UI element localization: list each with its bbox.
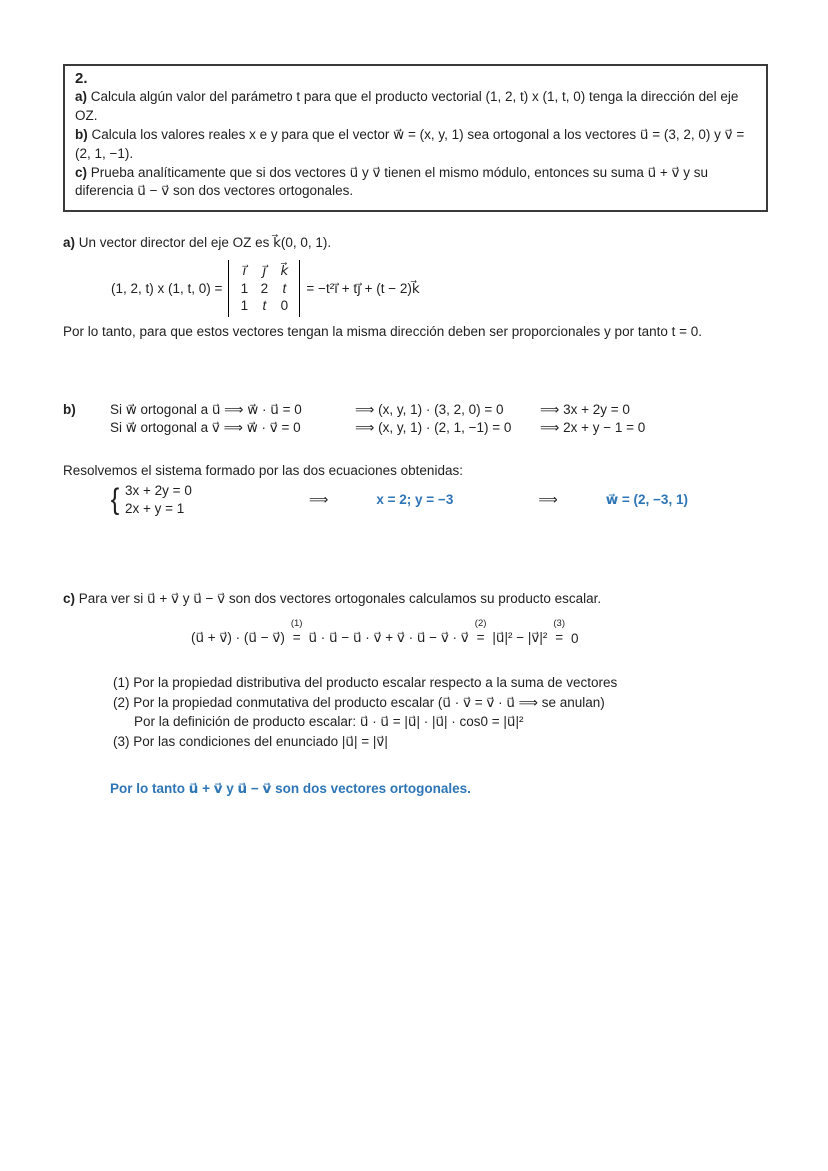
system-equation-1: 3x + 2y = 0 (125, 482, 192, 498)
det-cell: 1 (240, 298, 249, 314)
justification-2: (2) Por la propiedad conmutativa del producto escalar (u⃗ · v⃗ = v⃗ · u⃗ ⟹ se anulan) (113, 694, 605, 710)
cross-product-equation (111, 260, 768, 317)
system-equation-2: 2x + y = 1 (125, 500, 185, 516)
solution-a-intro (63, 234, 768, 253)
problem-part-b-text: Calcula los valores reales x e y para que el vector w⃗ = (x, y, 1) sea ortogonal a los vectores u⃗ = (3, 2, 0) y v⃗ = (2, 1, −1). (75, 126, 745, 161)
solution-c-section (63, 590, 768, 798)
det-cell: t (282, 280, 287, 296)
equals-step-1 (291, 619, 303, 646)
empty-cell (63, 420, 110, 436)
determinant-matrix (228, 260, 300, 317)
problem-part-a (75, 88, 756, 126)
expanded-products: u⃗ · u⃗ − u⃗ · v⃗ + v⃗ · u⃗ − v⃗ · v⃗ (308, 630, 469, 645)
condition-v-expanded: ⟹ (x, y, 1) · (2, 1, −1) = 0 (355, 419, 512, 435)
det-cell: 2 (260, 280, 269, 296)
problem-part-c-text: Prueba analíticamente que si dos vectores u⃗ y v⃗ tienen el mismo módulo, entonces su suma u⃗ + v⃗ y su diferencia u⃗ − v⃗ son dos vectores ortogonales. (75, 164, 709, 199)
problem-part-b-label: b) (75, 126, 88, 142)
equation-result: 0 (571, 631, 579, 646)
equals-step-3 (553, 619, 565, 646)
scalar-product-lhs: (u⃗ + v⃗) · (u⃗ − v⃗) (191, 630, 285, 645)
step-label-3: (3) (553, 617, 565, 629)
det-cell: 1 (240, 280, 249, 296)
condition-u-expanded: ⟹ (x, y, 1) · (3, 2, 0) = 0 (355, 401, 504, 417)
cross-product-lhs: (1, 2, t) x (1, t, 0) = (111, 281, 223, 297)
justification-2b: Por la definición de producto escalar: u⃗ · u⃗ = |u⃗| · |u⃗| · cos0 = |u⃗|² (134, 714, 524, 730)
step-label-2: (2) (474, 617, 487, 629)
step-label-1: (1) (290, 617, 303, 629)
det-cell: i⃗ (242, 263, 247, 279)
solution-c-intro-text: Para ver si u⃗ + v⃗ y u⃗ − v⃗ son dos vectores ortogonales calculamos su producto escalar. (75, 591, 602, 607)
problem-part-c (75, 164, 756, 202)
condition-u: Si w⃗ ortogonal a u⃗ ⟹ w⃗ · u⃗ = 0 (110, 401, 302, 417)
justification-3: (3) Por las condiciones del enunciado |u⃗| = |v⃗| (113, 733, 388, 749)
equals-sign: = (476, 630, 485, 646)
system-brace: { (110, 482, 120, 516)
solution-c-conclusion: Por lo tanto u⃗ + v⃗ y u⃗ − v⃗ son dos vectores ortogonales. (110, 780, 471, 796)
solution-c-intro (63, 590, 768, 609)
solution-c-label: c) (63, 591, 76, 607)
condition-v: Si w⃗ ortogonal a v⃗ ⟹ w⃗ · v⃗ = 0 (110, 419, 301, 435)
solution-a-label: a) (63, 235, 76, 251)
condition-u-equation: ⟹ 3x + 2y = 0 (540, 401, 630, 417)
equals-sign: = (292, 630, 301, 646)
cross-product-result: = −t²i⃗ + tj⃗ + (t − 2)k⃗ (306, 280, 420, 296)
modulus-difference: |u⃗|² − |v⃗|² (492, 630, 548, 645)
problem-part-b (75, 126, 756, 164)
orthogonality-conditions (63, 402, 768, 436)
scalar-product-equation (191, 619, 768, 646)
solution-a-section (63, 234, 768, 341)
implies-arrow: ⟹ (538, 491, 558, 507)
solution-w-vector: w⃗ = (2, −3, 1) (605, 491, 688, 507)
step-justifications (113, 674, 768, 752)
det-cell: 0 (280, 298, 289, 314)
solution-a-conclusion: Por lo tanto, para que estos vectores tengan la misma dirección deben ser proporcionales y por tanto t = 0. (63, 323, 702, 339)
equals-sign: = (555, 630, 564, 646)
system-equations (125, 482, 237, 518)
problem-part-a-text: Calcula algún valor del parámetro t para que el producto vectorial (1, 2, t) x (1, t, 0) tenga la dirección del eje OZ. (75, 89, 739, 123)
equals-step-2 (475, 619, 487, 646)
solution-a-intro-text: Un vector director del eje OZ es k⃗(0, 0, 1). (75, 235, 332, 251)
det-cell: t (262, 298, 267, 314)
problem-part-a-label: a) (75, 89, 88, 104)
implies-arrow: ⟹ (309, 491, 329, 507)
problem-statement-box (63, 64, 768, 212)
solution-xy-values: x = 2; y = −3 (376, 492, 454, 508)
resolve-system-text: Resolvemos el sistema formado por las dos ecuaciones obtenidas: (63, 462, 463, 478)
det-cell: j⃗ (262, 263, 267, 279)
problem-part-c-label: c) (75, 164, 88, 180)
det-cell: k⃗ (280, 263, 289, 279)
solution-b-section (63, 402, 768, 518)
justification-1: (1) Por la propiedad distributiva del producto escalar respecto a la suma de vectores (113, 675, 618, 690)
condition-v-equation: ⟹ 2x + y − 1 = 0 (540, 419, 646, 435)
problem-number: 2. (75, 70, 88, 87)
equation-system (110, 482, 768, 518)
solution-b-label: b) (63, 401, 76, 417)
